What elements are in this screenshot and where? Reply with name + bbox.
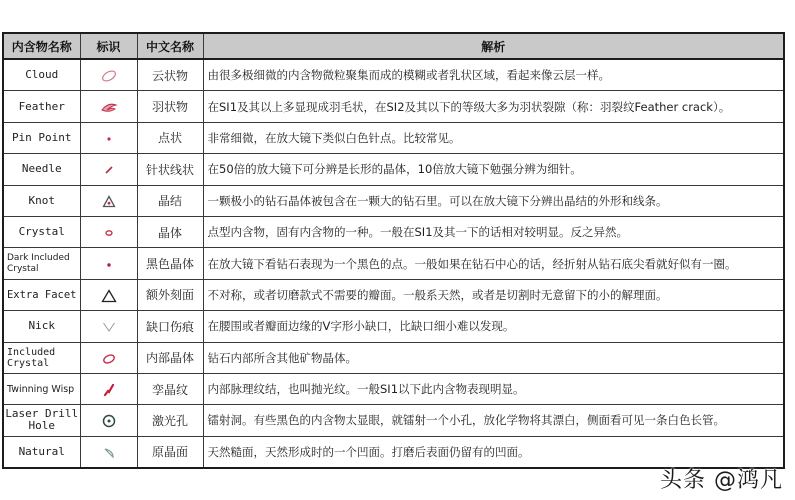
description: 在腰围或者瓣面边缘的V字形小缺口，比缺口细小难以发现。 [203, 311, 784, 342]
dark-dot-icon [105, 261, 113, 269]
chinese-name: 内部晶体 [137, 342, 203, 373]
table-row [3, 91, 784, 122]
header-chinese-name: 中文名称 [137, 33, 203, 59]
dot-icon [105, 135, 113, 143]
table-row [3, 311, 784, 342]
table-row [3, 59, 784, 91]
included-crystal-oval-icon [101, 353, 117, 365]
description: 天然糙面，天然形成时的一个凹面。打磨后表面仍留有的凹面。 [203, 436, 784, 468]
description: 镭射洞。有些黑色的内含物太显眼，就镭射一个小孔，放化学物将其漂白，侧面看可见一条白色长管。 [203, 405, 784, 436]
description: 非常细微，在放大镜下类似白色针点。比较常见。 [203, 122, 784, 153]
table-row [3, 405, 784, 436]
table-row [3, 373, 784, 404]
chinese-name: 激光孔 [137, 405, 203, 436]
inclusion-name: Natural [3, 436, 80, 468]
description: 钻石内部所含其他矿物晶体。 [203, 342, 784, 373]
triangle-outline-icon [101, 289, 117, 303]
feather-icon [99, 101, 119, 115]
inclusion-name: Nick [3, 311, 80, 342]
description: 点型内含物，固有内含物的一种。一般在SI1及其一下的话相对较明显。反之异然。 [203, 216, 784, 247]
triangle-knot-icon [102, 195, 116, 208]
chinese-name: 孪晶纹 [137, 373, 203, 404]
header-description: 解析 [203, 33, 784, 59]
table-row [3, 279, 784, 310]
chinese-name: 额外刻面 [137, 279, 203, 310]
chinese-name: 缺口伤痕 [137, 311, 203, 342]
table-row [3, 122, 784, 153]
inclusion-name: Twinning Wisp [3, 373, 80, 404]
watermark: 头条 @鸿凡 [660, 468, 783, 493]
inclusion-name: Knot [3, 185, 80, 216]
inclusion-name: Cloud [3, 59, 80, 91]
laser-hole-circle-icon [101, 413, 117, 429]
table-row [3, 154, 784, 185]
table-header [3, 33, 784, 59]
table-row [3, 342, 784, 373]
inclusion-table [2, 32, 785, 469]
inclusion-name: Crystal [3, 216, 80, 247]
description: 内部脉理纹结，也叫抛光纹。一般SI1以下此内含物表现明显。 [203, 373, 784, 404]
natural-arc-icon [102, 446, 116, 460]
chinese-name: 晶体 [137, 216, 203, 247]
v-nick-icon [102, 321, 116, 333]
needle-line-icon [103, 164, 115, 176]
description: 由很多极细微的内含物微粒聚集而成的模糊或者乳状区域，看起来像云层一样。 [203, 59, 784, 91]
cloud-oval-icon [100, 69, 118, 83]
description: 在放大镜下看钻石表现为一个黑色的点。一般如果在钻石中心的话，经折射从钻石底尖看就好似有一圈。 [203, 248, 784, 279]
header-symbol: 标识 [80, 33, 137, 59]
inclusion-name: Laser Drill Hole [3, 405, 80, 436]
inclusion-name: Pin Point [3, 122, 80, 153]
chinese-name: 羽状物 [137, 91, 203, 122]
inclusion-name: Needle [3, 154, 80, 185]
twinning-wisp-icon [102, 382, 116, 398]
inclusion-name: Included Crystal [3, 342, 80, 373]
chinese-name: 原晶面 [137, 436, 203, 468]
chinese-name: 点状 [137, 122, 203, 153]
description: 在SI1及其以上多显现成羽毛状，在SI2及其以下的等级大多为羽状裂隙（称：羽裂纹Feather crack）。 [203, 91, 784, 122]
table-row [3, 216, 784, 247]
description: 一颗极小的钻石晶体被包含在一颗大的钻石里。可以在放大镜下分辨出晶结的外形和线条。 [203, 185, 784, 216]
inclusion-name: Extra Facet [3, 279, 80, 310]
description: 不对称，或者切磨款式不需要的瓣面。一般系天然，或者是切割时无意留下的小的解理面。 [203, 279, 784, 310]
chinese-name: 针状线状 [137, 154, 203, 185]
chinese-name: 云状物 [137, 59, 203, 91]
table-row [3, 248, 784, 279]
crystal-icon [104, 229, 114, 237]
chinese-name: 黑色晶体 [137, 248, 203, 279]
table-row [3, 185, 784, 216]
description: 在50倍的放大镜下可分辨是长形的晶体，10倍放大镜下勉强分辨为细针。 [203, 154, 784, 185]
inclusion-name: Feather [3, 91, 80, 122]
chinese-name: 晶结 [137, 185, 203, 216]
header-inclusion-name: 内含物名称 [3, 33, 80, 59]
inclusion-name: Dark Included Crystal [3, 248, 80, 279]
